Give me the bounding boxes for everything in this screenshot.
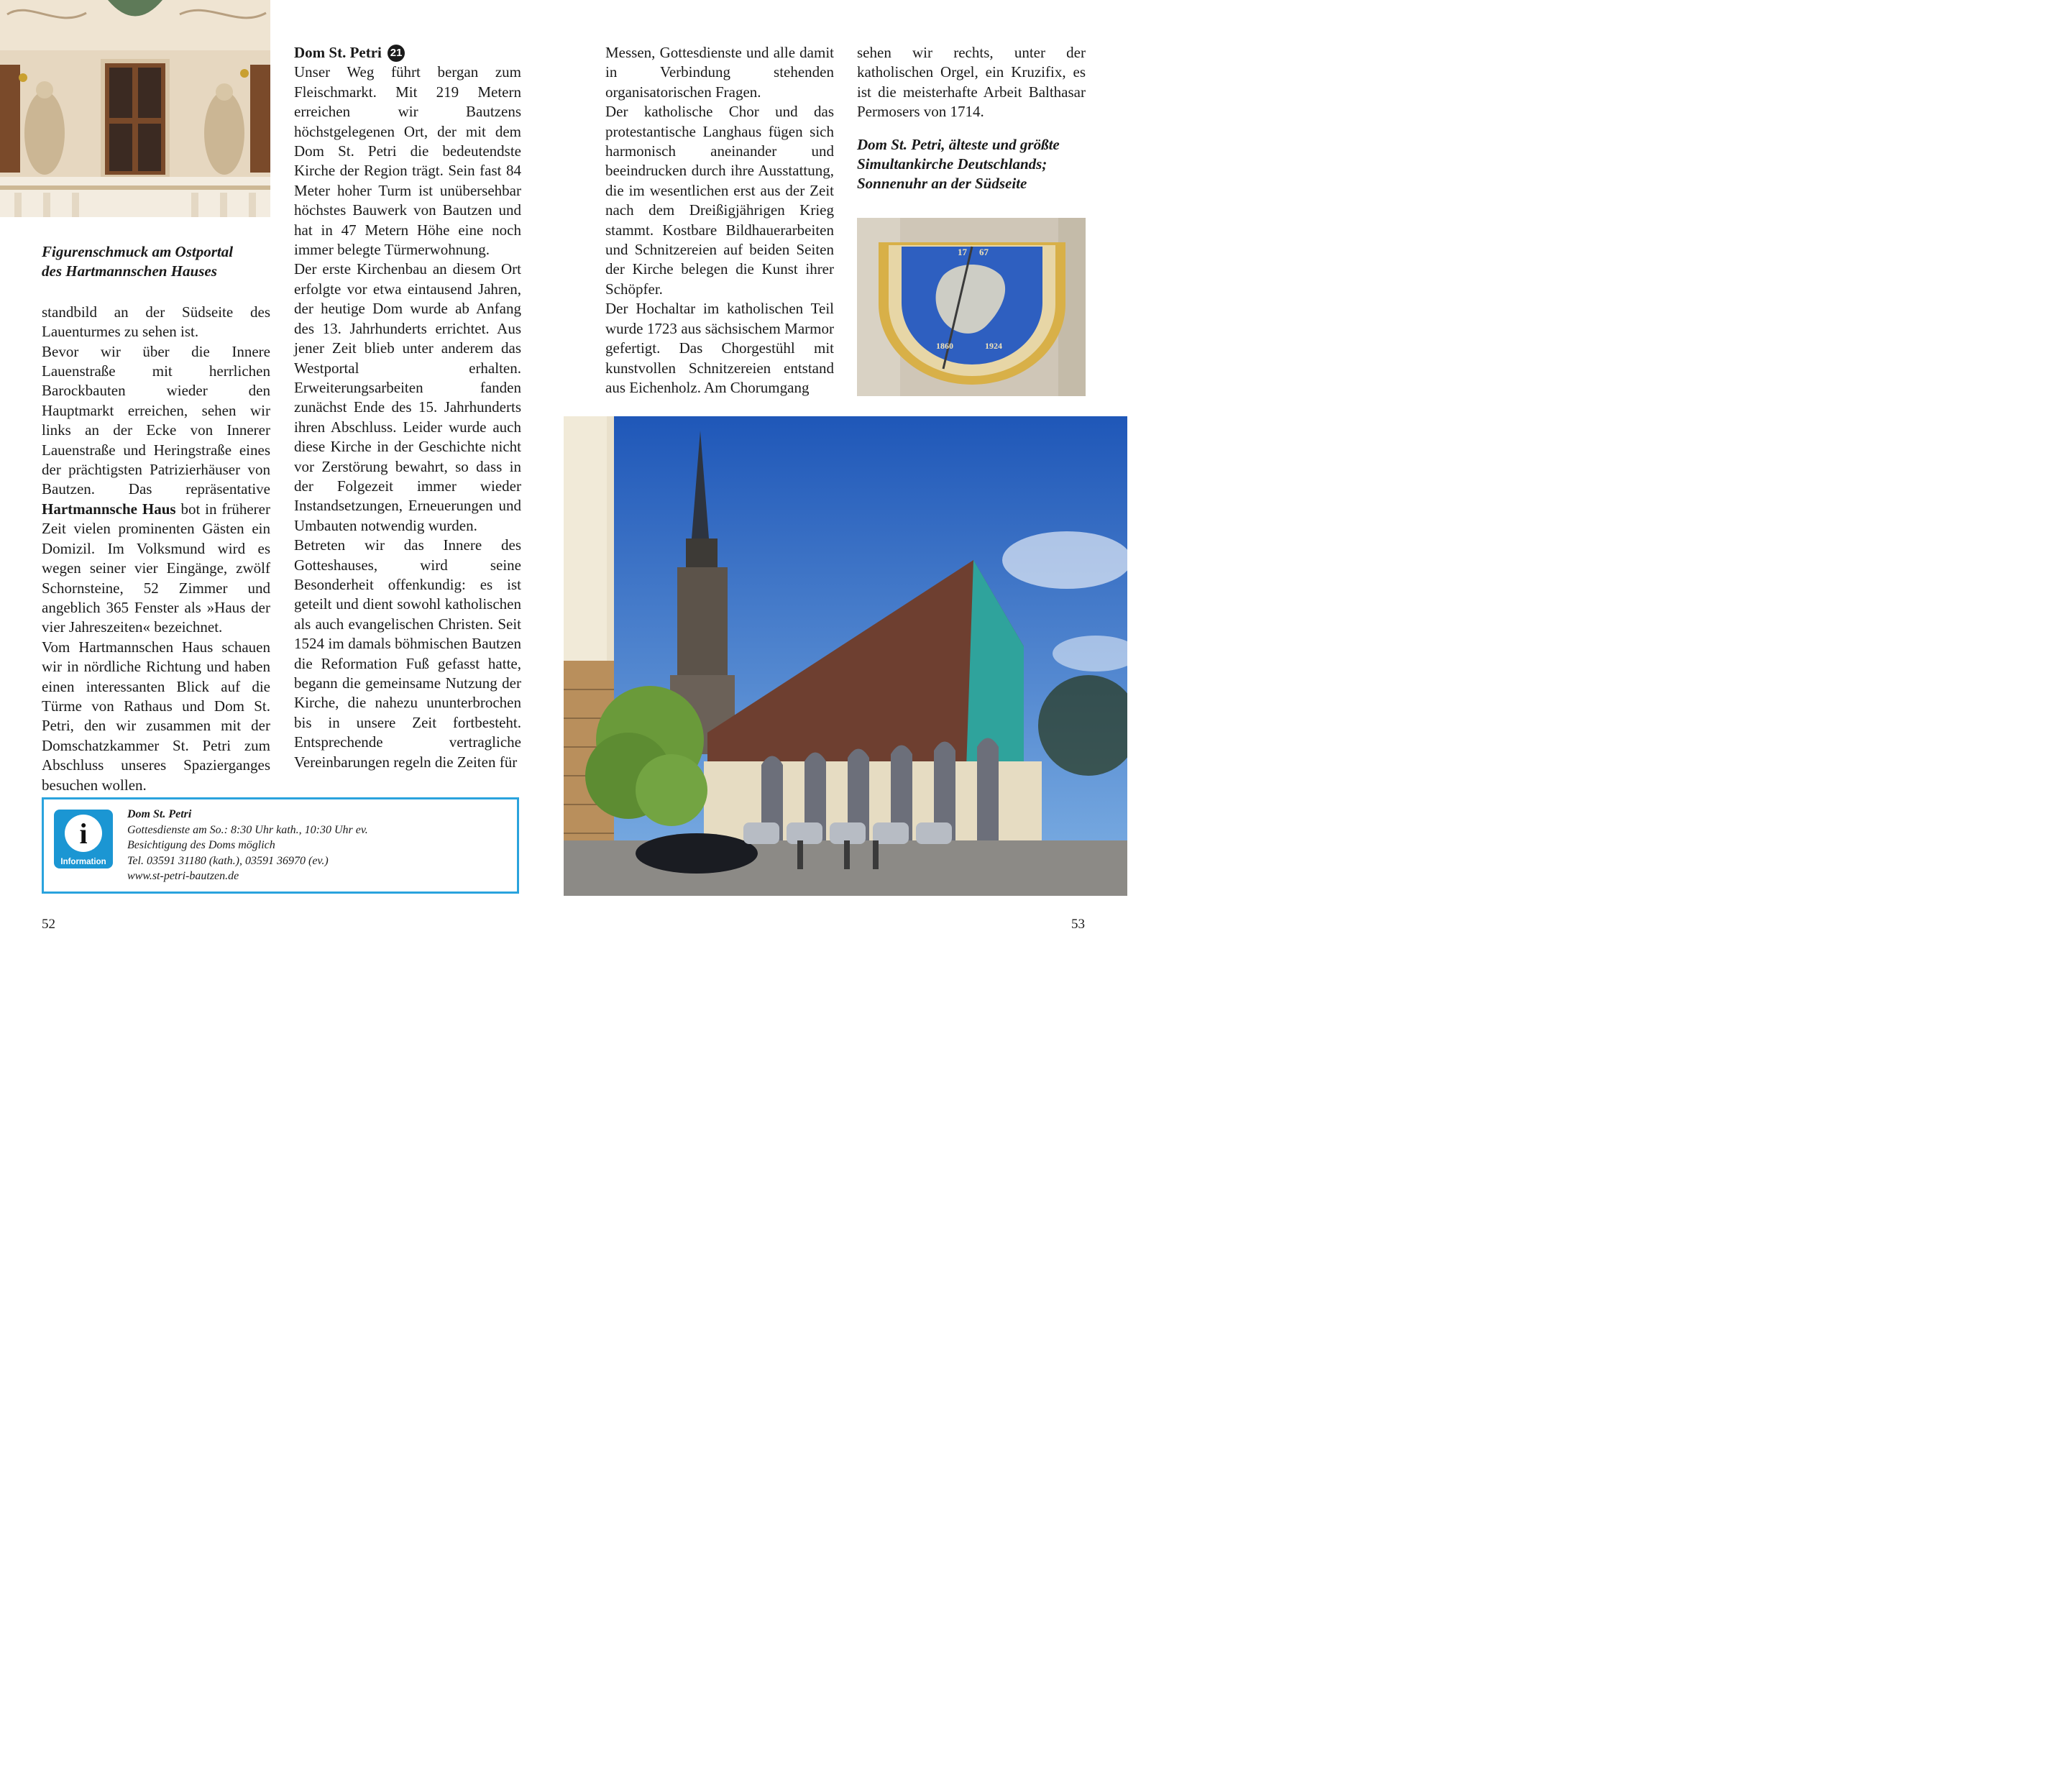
paragraph: Der Hochaltar im katholischen Teil wurde 1723 aus sächsischem Marmor gefertigt. Das Chorgestühl mit kunstvollen Schnitzereien entstand aus Eichenholz. Am Chorumgang [605, 300, 834, 396]
hartmannsche-haus-bold: Hartmannsche Haus [42, 500, 176, 518]
paragraph: standbild an der Südseite des Lauenturmes zu sehen ist. [42, 303, 270, 341]
info-box [42, 797, 519, 894]
info-line: Tel. 03591 31180 (kath.), 03591 36970 (ev.) [127, 854, 329, 867]
svg-text:17: 17 [958, 247, 967, 257]
info-text [127, 807, 368, 884]
dom-column [294, 43, 521, 772]
svg-text:67: 67 [979, 247, 989, 257]
info-line: Besichtigung des Doms möglich [127, 839, 275, 851]
cathedral-photo [564, 416, 1127, 896]
left-column [42, 242, 270, 795]
paragraph: Vom Hartmannschen Haus schauen wir in nördliche Richtung und haben einen interessanten Blick auf die Türme von Rathaus und Dom St. Petri, den wir zusammen mit der Domschatzkammer St. Petri zum Abschluss unseres Spazierganges besuchen wollen. [42, 638, 270, 794]
svg-text:Information: Information [60, 858, 106, 866]
info-url[interactable]: www.st-petri-bautzen.de [127, 870, 239, 882]
sundial-photo [857, 218, 1086, 396]
paragraph: Betreten wir das Innere des Gotteshauses, wird seine Besonderheit offenkundig: es ist geteilt und dient sowohl katholischen als auch evangelischen Christen. Seit 1524 im damals böhmischen Bautzen die Reformation Fuß gefasst hatte, begann die gemeinsame Nutzung der Kirche, die nahezu ununterbrochen bis in unsere Zeit fortbesteht. Entsprechende vertragliche Vereinbarungen regeln die Zeiten für [294, 536, 521, 771]
number-badge: 21 [388, 45, 405, 62]
page-number-right: 53 [1071, 917, 1085, 932]
svg-text:1860: 1860 [936, 341, 953, 351]
baroque-facade-photo [0, 0, 270, 217]
section-heading: Dom St. Petri 21 [294, 43, 521, 63]
svg-text:i: i [79, 817, 88, 850]
paragraph: Messen, Gottesdienste und alle damit in Verbindung stehenden organisatorischen Fragen. [605, 44, 834, 101]
info-title: Dom St. Petri [127, 808, 192, 820]
right-column-3 [605, 43, 834, 398]
paragraph: Unser Weg führt bergan zum Fleischmarkt. Mit 219 Metern erreichen wir Bautzens höchstgelegenen Ort, der mit dem Dom St. Petri die bedeutendste Kirche der Region trägt. Sein fast 84 Meter hoher Turm ist unübersehbar höchstes Bauwerk von Bautzen und hat in 47 Metern Höhe eine noch immer belegte Türmerwohnung. [294, 63, 521, 259]
information-icon [54, 810, 113, 868]
paragraph: Der erste Kirchenbau an diesem Ort erfolgte vor etwa eintausend Jahren, der heutige Dom wurde ab Anfang des 13. Jahrhunderts errichtet. Aus jener Zeit blieb unter anderem das Westportal erhalten. Erweiterungsarbeiten fanden zunächst Ende des 15. Jahrhunderts ihren Abschluss. Leider wurde auch diese Kirche in der Geschichte nicht vor Zerstörung bewahrt, so dass in der Folgezeit immer wieder Instandsetzungen, Erneuerungen und Umbauten notwendig wurden. [294, 260, 521, 534]
page-number-left: 52 [42, 917, 55, 932]
paragraph: sehen wir rechts, unter der katholischen Orgel, ein Kruzifix, es ist die meisterhafte Arbeit Balthasar Permosers von 1714. [857, 44, 1086, 121]
right-column-4 [857, 43, 1086, 194]
info-line: Gottesdienste am So.: 8:30 Uhr kath., 10:30 Uhr ev. [127, 823, 368, 836]
cathedral-caption: Dom St. Petri, älteste und größte Simultankirche Deutschlands; Sonnenuhr an der Südseite [857, 135, 1060, 193]
paragraph: Bevor wir über die Innere Lauenstraße mit herrlichen Barockbauten wieder den Hauptmarkt erreichen, sehen wir links an der Ecke von Innerer Lauenstraße und Heringstraße eines der prächtigsten Patrizierhäuser von Bautzen. Das repräsentative Hartmannsche Haus bot in früherer Zeit vielen prominenten Gästen ein Domizil. Im Volksmund wird es wegen seiner vier Eingänge, zwölf Schornsteine, 52 Zimmer und angeblich 365 Fenster als »Haus der vier Jahreszeiten« bezeichnet. [42, 342, 270, 636]
facade-caption: Figurenschmuck am Ostportal des Hartmannschen Hauses [42, 243, 234, 280]
svg-text:1924: 1924 [985, 341, 1002, 351]
paragraph: Der katholische Chor und das protestantische Langhaus fügen sich harmonisch aneinander und beeindrucken durch ihre Ausstattung, die im wesentlichen erst aus der Zeit nach dem Dreißigjährigen Krieg stammt. Kostbare Bildhauerarbeiten und Schnitzereien auf beiden Seiten der Kirche belegen die Kunst ihrer Schöpfer. [605, 103, 834, 298]
